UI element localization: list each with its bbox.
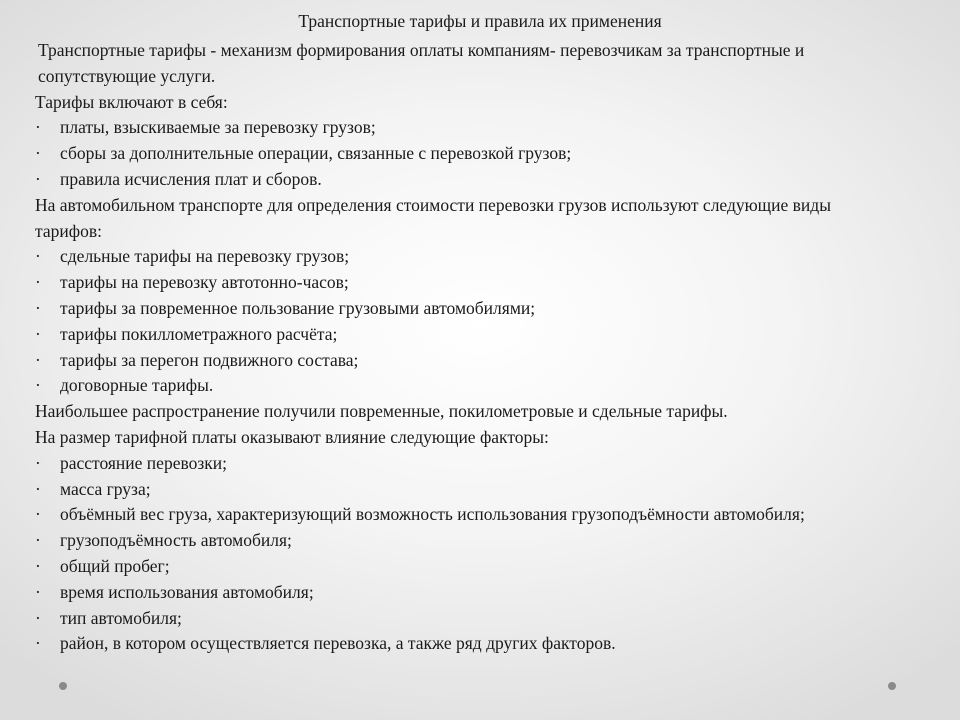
- auto-transport-heading: [35, 193, 915, 245]
- bullet-icon: ·: [35, 297, 41, 318]
- list-item: [35, 477, 915, 503]
- bullet-icon: ·: [35, 478, 41, 499]
- list-item: [35, 580, 915, 606]
- bullet-icon: ·: [35, 452, 41, 473]
- previous-slide-dot-icon[interactable]: [59, 682, 67, 690]
- list-item: [35, 348, 915, 374]
- list-item: [35, 373, 915, 399]
- tariff-types-list: [35, 244, 915, 399]
- list-item: [35, 244, 915, 270]
- bullet-icon: ·: [35, 375, 41, 396]
- bullet-icon: ·: [35, 272, 41, 293]
- bullet-icon: ·: [35, 168, 41, 189]
- list-item: [35, 115, 915, 141]
- list-item: [35, 451, 915, 477]
- bullet-icon: ·: [35, 633, 41, 654]
- slide-title: Транспортные тарифы и правила их применения: [298, 11, 662, 31]
- most-common-paragraph: Наибольшее распространение получили повременные, покилометровые и сдельные тарифы.: [35, 401, 728, 422]
- list-item-text: тип автомобиля;: [60, 607, 182, 628]
- list-item: [35, 502, 875, 528]
- factors-list: [35, 451, 915, 657]
- list-item: [35, 270, 915, 296]
- list-item-text: расстояние перевозки;: [60, 452, 227, 473]
- list-item-text: время использования автомобиля;: [60, 581, 314, 602]
- list-item: [35, 296, 915, 322]
- list-item: [35, 141, 915, 167]
- bullet-icon: ·: [35, 349, 41, 370]
- list-item-text: объёмный вес груза, характеризующий возможность использования грузоподъёмности автомобиля;: [60, 504, 805, 525]
- list-item-text: тарифы за повременное пользование грузовыми автомобилями;: [60, 297, 536, 318]
- bullet-icon: ·: [35, 323, 41, 344]
- bullet-icon: ·: [35, 555, 41, 576]
- list-item-text: район, в котором осуществляется перевозка, а также ряд других факторов.: [60, 633, 616, 654]
- bullet-icon: ·: [35, 581, 41, 602]
- list-item-text: сдельные тарифы на перевозку грузов;: [60, 246, 350, 267]
- list-item: [35, 528, 915, 554]
- list-item-text: тарифы покиллометражного расчёта;: [60, 323, 338, 344]
- intro-text: Транспортные тарифы - механизм формирования оплаты компаниям- перевозчикам за транспортные и сопутствующие услуги.: [38, 40, 805, 86]
- factors-heading: На размер тарифной платы оказывают влияние следующие факторы:: [35, 426, 549, 447]
- bullet-icon: ·: [35, 143, 41, 164]
- list-item-text: тарифы на перевозку автотонно-часов;: [60, 272, 349, 293]
- list-item: [35, 631, 915, 657]
- slide-body: [35, 38, 915, 657]
- bullet-icon: ·: [35, 117, 41, 138]
- bullet-icon: ·: [35, 607, 41, 628]
- auto-transport-text: На автомобильном транспорте для определения стоимости перевозки грузов используют следующие виды тарифов:: [35, 194, 831, 241]
- bullet-icon: ·: [35, 504, 41, 525]
- list-item-text: общий пробег;: [60, 555, 170, 576]
- tariffs-include-list: [35, 115, 915, 192]
- list-item-text: грузоподъёмность автомобиля;: [60, 530, 292, 551]
- tariffs-include-heading: Тарифы включают в себя:: [35, 91, 228, 112]
- list-item: [35, 322, 915, 348]
- bullet-icon: ·: [35, 246, 41, 267]
- list-item-text: платы, взыскиваемые за перевозку грузов;: [60, 117, 376, 138]
- next-slide-dot-icon[interactable]: [888, 682, 896, 690]
- list-item-text: тарифы за перегон подвижного состава;: [60, 349, 359, 370]
- list-item: [35, 554, 915, 580]
- list-item-text: сборы за дополнительные операции, связанные с перевозкой грузов;: [60, 143, 572, 164]
- list-item-text: правила исчисления плат и сборов.: [60, 168, 322, 189]
- list-item-text: договорные тарифы.: [60, 375, 214, 396]
- list-item: [35, 167, 915, 193]
- list-item-text: масса груза;: [60, 478, 151, 499]
- intro-paragraph: [35, 38, 915, 90]
- bullet-icon: ·: [35, 530, 41, 551]
- list-item: [35, 606, 915, 632]
